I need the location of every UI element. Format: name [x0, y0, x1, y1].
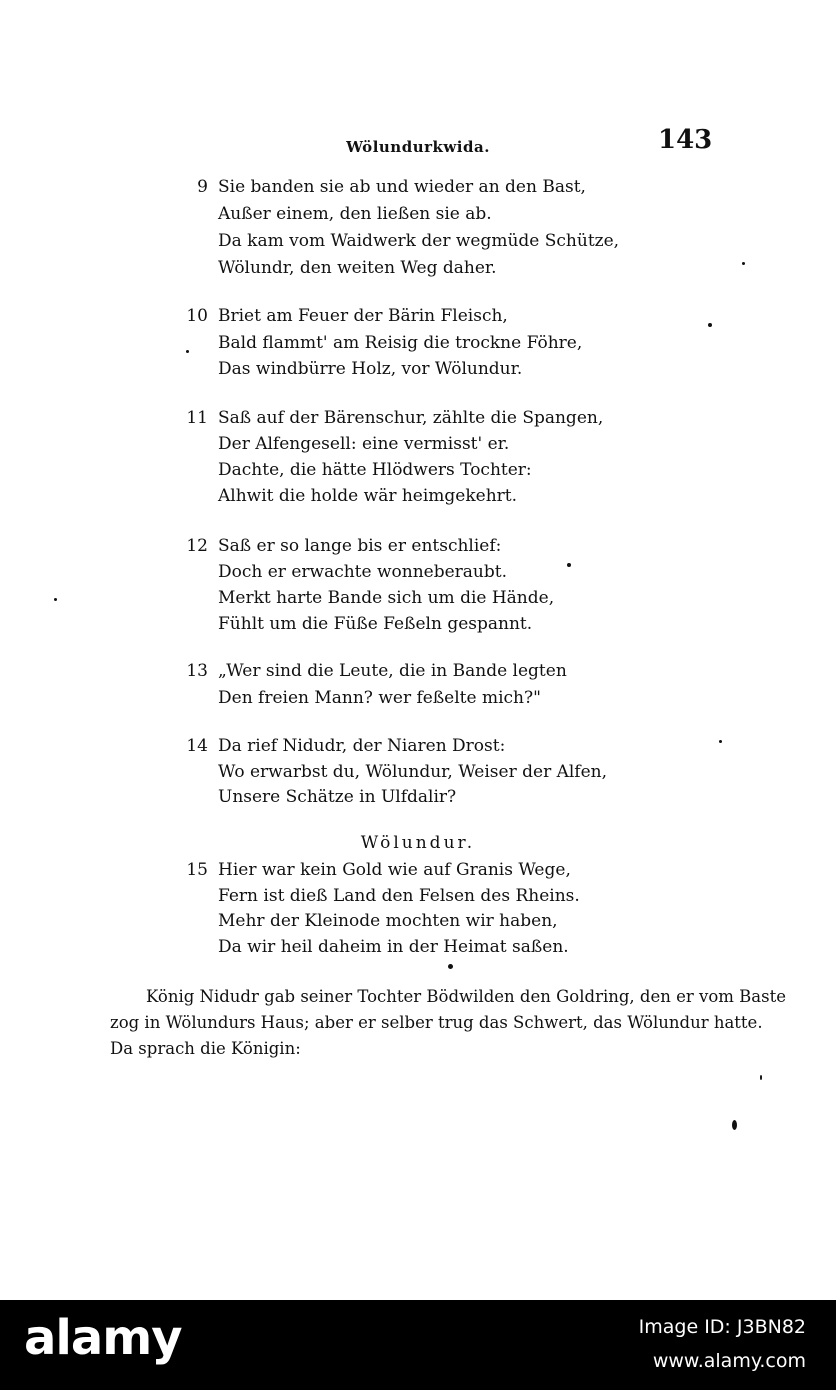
verse-line: Wölundr, den weiten Weg daher.	[218, 258, 497, 278]
scan-speck	[708, 323, 712, 327]
running-head: Wölundurkwida.	[346, 138, 490, 156]
scan-speck	[732, 1120, 737, 1130]
scan-speck	[448, 964, 453, 969]
page-number: 143	[658, 125, 713, 155]
verse-line: Mehr der Kleinode mochten wir haben,	[218, 911, 558, 931]
image-id-label: Image ID: J3BN82	[638, 1316, 806, 1338]
stanza-number: 14	[186, 736, 208, 756]
verse-line: Merkt harte Bande sich um die Hände,	[218, 588, 555, 608]
scan-speck	[567, 563, 571, 567]
verse-line: Den freien Mann? wer feßelte mich?"	[218, 688, 541, 708]
verse-line: Sie banden sie ab und wieder an den Bast,	[218, 177, 586, 197]
verse-line: Bald flammt' am Reisig die trockne Föhre,	[218, 333, 583, 353]
prose-line: zog in Wölundurs Haus; aber er selber trug das Schwert, das Wölundur hatte.	[110, 1013, 763, 1032]
stanza-number: 11	[186, 408, 208, 428]
scan-speck	[719, 740, 722, 743]
stanza-number: 15	[186, 860, 208, 880]
stanza-number: 13	[186, 661, 208, 681]
verse-line: Wo erwarbst du, Wölundur, Weiser der Alfen,	[218, 762, 608, 782]
prose-line: Da sprach die Königin:	[110, 1039, 301, 1058]
verse-line: Fern ist dieß Land den Felsen des Rheins.	[218, 886, 580, 906]
prose-line: König Nidudr gab seiner Tochter Bödwilden den Goldring, den er vom Baste	[146, 987, 786, 1006]
verse-line: Da kam vom Waidwerk der wegmüde Schütze,	[218, 231, 620, 251]
verse-line: Saß auf der Bärenschur, zählte die Spangen,	[218, 408, 604, 428]
watermark-banner	[0, 1300, 836, 1390]
speaker-heading: Wölundur.	[360, 833, 476, 853]
verse-line: Dachte, die hätte Hlödwers Tochter:	[218, 460, 532, 480]
verse-line: Briet am Feuer der Bärin Fleisch,	[218, 306, 508, 326]
alamy-logo: alamy	[24, 1310, 182, 1366]
verse-line: Fühlt um die Füße Feßeln gespannt.	[218, 614, 533, 634]
site-url: www.alamy.com	[652, 1350, 806, 1372]
verse-line: Der Alfengesell: eine vermisst' er.	[218, 434, 510, 454]
scan-speck	[186, 350, 189, 353]
verse-line: Doch er erwachte wonneberaubt.	[218, 562, 507, 582]
scan-speck	[742, 262, 745, 265]
verse-line: Alhwit die holde wär heimgekehrt.	[218, 486, 518, 506]
verse-line: Unsere Schätze in Ulfdalir?	[218, 787, 457, 807]
stanza-number: 10	[186, 306, 208, 326]
verse-line: Da rief Nidudr, der Niaren Drost:	[218, 736, 506, 756]
verse-line: „Wer sind die Leute, die in Bande legten	[218, 661, 567, 681]
scan-speck	[760, 1075, 762, 1080]
verse-line: Da wir heil daheim in der Heimat saßen.	[218, 937, 569, 957]
verse-line: Saß er so lange bis er entschlief:	[218, 536, 502, 556]
verse-line: Hier war kein Gold wie auf Granis Wege,	[218, 860, 571, 880]
stanza-number: 9	[197, 177, 208, 197]
verse-line: Außer einem, den ließen sie ab.	[218, 204, 492, 224]
scan-speck	[54, 598, 57, 601]
verse-line: Das windbürre Holz, vor Wölundur.	[218, 359, 523, 379]
stanza-number: 12	[186, 536, 208, 556]
